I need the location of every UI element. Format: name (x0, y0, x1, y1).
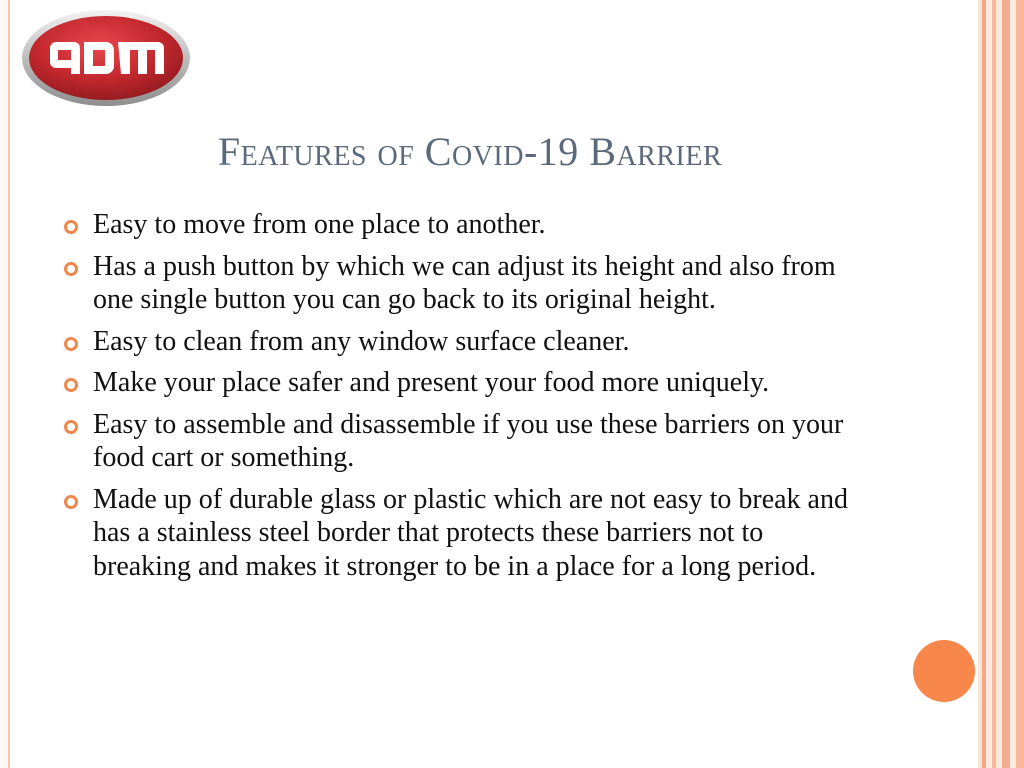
list-item (62, 483, 862, 584)
list-item-text: Easy to move from one place to another. (93, 209, 546, 240)
hollow-circle-icon (64, 378, 78, 392)
list-item-text: Easy to assemble and disassemble if you use these barriers on your food cart or something. (93, 408, 844, 473)
feature-list (62, 208, 862, 591)
list-item (62, 408, 862, 475)
hollow-circle-icon (64, 220, 78, 234)
list-item-text: Make your place safer and present your food more uniquely. (93, 367, 770, 398)
list-item (62, 250, 862, 317)
orange-circle-icon (913, 640, 975, 702)
slide-title: Features of Covid-19 Barrier (217, 129, 723, 174)
list-item-text: Easy to clean from any window surface cleaner. (93, 325, 630, 357)
list-item-text: Has a push button by which we can adjust its height and also from one single button you can go back to its original height. (93, 250, 836, 315)
list-item (62, 325, 862, 359)
hollow-circle-icon (64, 337, 78, 351)
adm-logo-graphic (20, 8, 192, 108)
list-item (62, 208, 862, 242)
right-decorative-stripes (978, 0, 1024, 768)
hollow-circle-icon (64, 262, 78, 276)
adm-logo (20, 8, 192, 108)
list-item (62, 366, 862, 400)
hollow-circle-icon (64, 495, 78, 509)
list-item-text: Made up of durable glass or plastic which are not easy to break and has a stainless steel border that protects these barriers not to breaking and makes it stronger to be in a place for a long period. (93, 483, 848, 582)
hollow-circle-icon (64, 420, 78, 434)
